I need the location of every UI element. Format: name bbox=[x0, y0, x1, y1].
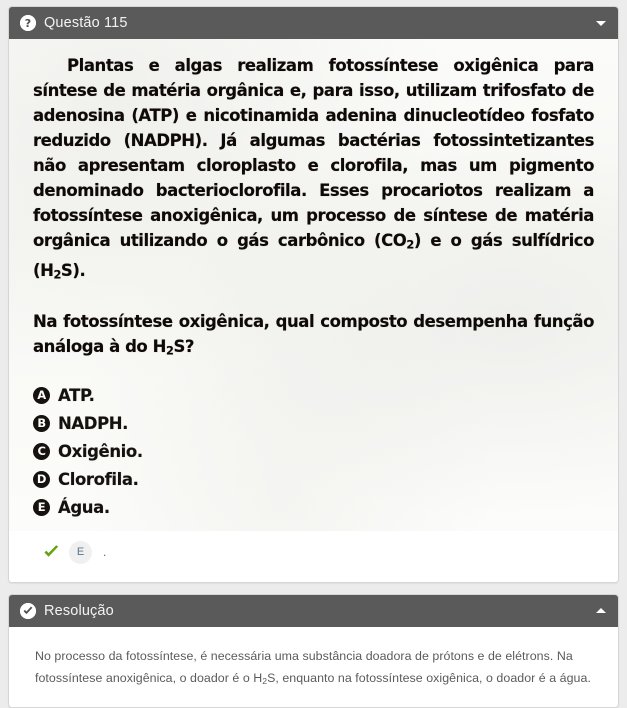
alternative-option-c[interactable] bbox=[33, 441, 594, 462]
alternative-option-e[interactable] bbox=[33, 497, 594, 518]
alternative-marker-b: B bbox=[33, 415, 50, 432]
question-circle-icon bbox=[20, 15, 36, 31]
question-panel-header[interactable] bbox=[9, 7, 618, 39]
alternative-label-b: NADPH. bbox=[58, 413, 128, 434]
answer-letter-badge: E bbox=[69, 541, 92, 564]
question-prompt-part-2: S? bbox=[173, 337, 194, 356]
question-prompt-subscript: 2 bbox=[166, 344, 173, 358]
question-panel-body bbox=[9, 39, 618, 582]
statement-text-part-2: ) e o gás sulfídrico (H bbox=[33, 231, 594, 280]
answer-suffix: . bbox=[103, 547, 106, 557]
alternative-marker-e: E bbox=[33, 499, 50, 516]
chevron-down-icon[interactable] bbox=[596, 21, 606, 26]
alternative-marker-d: D bbox=[33, 471, 50, 488]
question-prompt bbox=[33, 309, 594, 364]
resolution-text bbox=[35, 645, 594, 692]
alternative-label-d: Clorofila. bbox=[58, 469, 138, 490]
resolution-panel-header[interactable] bbox=[9, 595, 618, 627]
statement-text-part-3: S). bbox=[61, 261, 85, 280]
statement-subscript-1: 2 bbox=[406, 238, 413, 252]
question-statement-paragraph bbox=[33, 53, 594, 287]
alternative-marker-a: A bbox=[33, 387, 50, 404]
resolution-panel bbox=[8, 594, 619, 708]
alternative-label-e: Água. bbox=[58, 497, 110, 518]
question-panel-title: Questão 115 bbox=[44, 15, 128, 31]
check-mark-icon bbox=[43, 544, 60, 561]
resolution-text-part-1: No processo da fotossíntese, é necessária uma substância doadora de prótons e de elétrons. Na fotossíntese anoxigênica, o doador é o H bbox=[35, 649, 573, 685]
alternative-label-c: Oxigênio. bbox=[58, 441, 143, 462]
resolution-panel-body bbox=[9, 627, 618, 708]
resolution-panel-title: Resolução bbox=[44, 603, 114, 619]
alternative-label-a: ATP. bbox=[58, 385, 94, 406]
question-panel bbox=[8, 6, 619, 583]
correct-answer-row bbox=[9, 531, 618, 582]
chevron-up-icon[interactable] bbox=[596, 608, 606, 613]
svg-text:?: ? bbox=[25, 17, 31, 30]
alternative-marker-c: C bbox=[33, 443, 50, 460]
resolution-text-part-2: S, enquanto na fotossíntese oxigênica, o doador é a água. bbox=[267, 671, 591, 685]
check-circle-icon bbox=[20, 603, 36, 619]
question-prompt-part-1: Na fotossíntese oxigênica, qual composto desempenha função análoga à do H bbox=[33, 312, 594, 356]
alternatives-list bbox=[33, 385, 594, 518]
resolution-subscript: 2 bbox=[262, 675, 267, 685]
alternative-option-a[interactable] bbox=[33, 385, 594, 406]
alternative-option-b[interactable] bbox=[33, 413, 594, 434]
statement-text-part-1: Plantas e algas realizam fotossíntese oxigênica para síntese de matéria orgânica e, para isso, utilizam trifosfato de adenosina (ATP) e nicotinamida adenina dinucleotídeo fosfato reduzido (NADPH). Já algumas bactérias fotossintetizantes não apresentam cloroplasto e clorofila, mas um pigmento denominado bacterioclorofila. Esses procariotos realizam a fotossíntese anoxigênica, um processo de síntese de matéria orgânica utilizando o gás carbônico (CO bbox=[33, 56, 594, 250]
alternative-option-d[interactable] bbox=[33, 469, 594, 490]
question-scan-image bbox=[9, 39, 618, 531]
statement-subscript-2: 2 bbox=[53, 267, 60, 281]
